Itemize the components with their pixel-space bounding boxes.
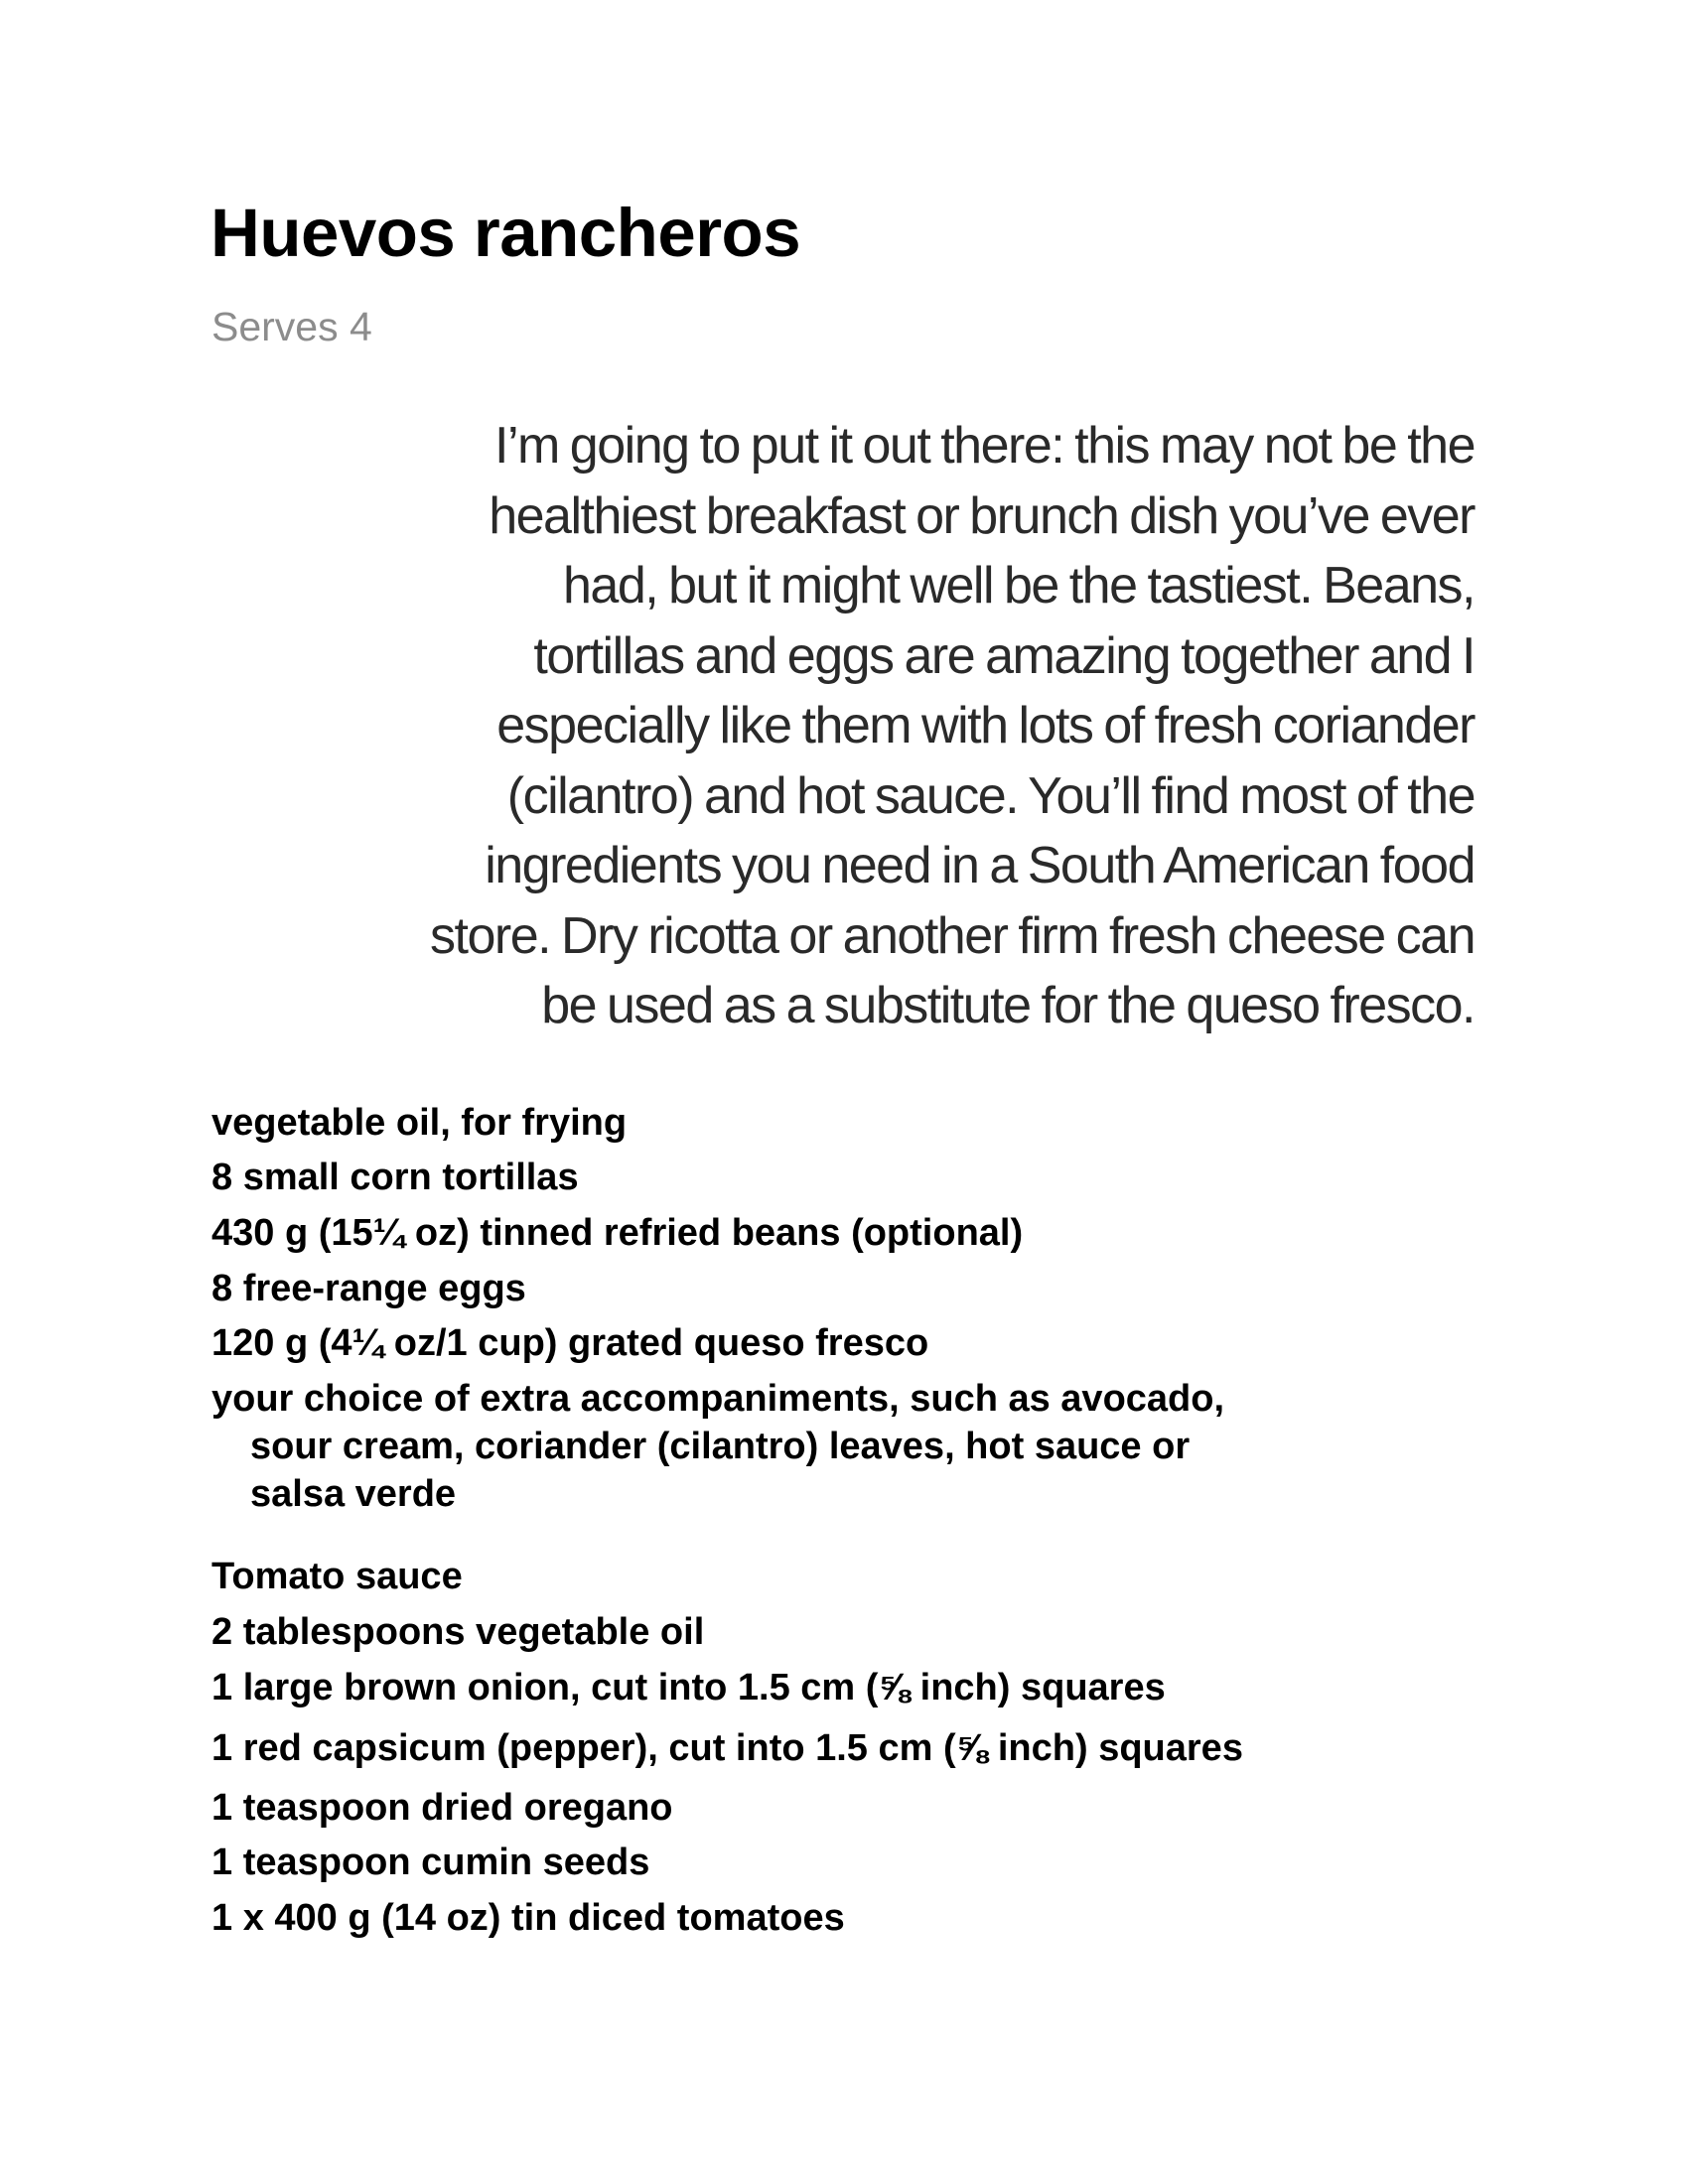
intro-line: had, but it might well be the tastiest. Beans, — [562, 557, 1475, 614]
ingredient-item: 1 teaspoon cumin seeds — [211, 1842, 650, 1883]
intro-line: ingredients you need in a South American food — [485, 837, 1475, 894]
serves-label: Serves 4 — [211, 304, 372, 349]
ingredient-item: 2 tablespoons vegetable oil — [211, 1611, 705, 1653]
ingredient-item: 430 g (15¼ oz) tinned refried beans (optional) — [211, 1212, 1024, 1254]
tomato-sauce-heading: Tomato sauce — [211, 1556, 463, 1597]
intro-line: (cilantro) and hot sauce. You’ll find most of the — [506, 766, 1475, 825]
ingredient-line: salsa verde — [250, 1473, 457, 1515]
ingredient-item: 1 x 400 g (14 oz) tin diced tomatoes — [211, 1897, 845, 1939]
recipe-intro — [253, 411, 1475, 1041]
recipe-title: Huevos rancheros — [211, 195, 801, 271]
ingredient-item: 1 red capsicum (pepper), cut into 1.5 cm (⅝ inch) squares — [211, 1727, 1243, 1769]
ingredient-line: your choice of extra accompaniments, such as avocado, — [211, 1378, 1225, 1420]
intro-line: healthiest breakfast or brunch dish you’ve ever — [489, 486, 1475, 545]
intro-line: be used as a substitute for the queso fresco. — [541, 977, 1475, 1034]
ingredient-item: 1 large brown onion, cut into 1.5 cm (⅝ inch) squares — [211, 1667, 1166, 1708]
ingredient-item: 1 teaspoon dried oregano — [211, 1787, 673, 1829]
intro-line: I’m going to put it out there: this may not be the — [494, 417, 1475, 475]
intro-line: tortillas and eggs are amazing together and I — [533, 626, 1475, 685]
ingredient-line: sour cream, coriander (cilantro) leaves, hot sauce or — [250, 1426, 1191, 1467]
intro-line: especially like them with lots of fresh coriander — [496, 697, 1475, 754]
ingredient-item: 120 g (4¼ oz/1 cup) grated queso fresco — [211, 1322, 929, 1364]
ingredient-item-accompaniments — [211, 1380, 1224, 1513]
ingredient-item: 8 small corn tortillas — [211, 1157, 579, 1198]
ingredient-item: 8 free-range eggs — [211, 1268, 526, 1309]
intro-line: store. Dry ricotta or another firm fresh cheese can — [430, 906, 1475, 965]
ingredient-item: vegetable oil, for frying — [211, 1102, 628, 1144]
